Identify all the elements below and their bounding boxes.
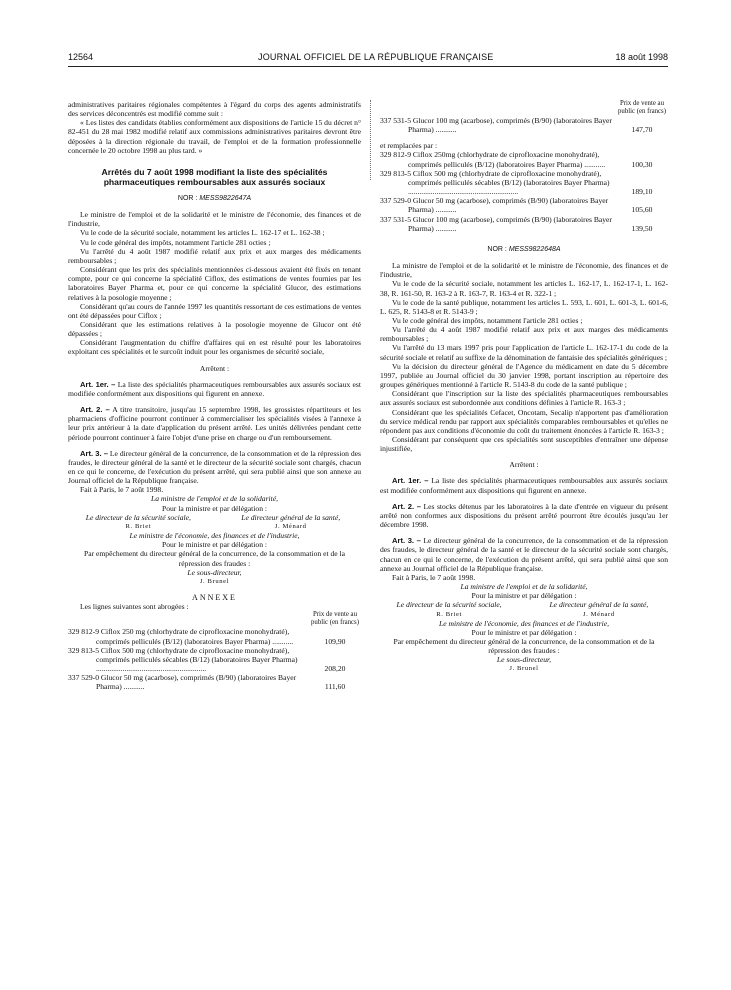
minister-title: La ministre de l'emploi et de la solidarité, bbox=[150, 494, 279, 504]
drug-description: 337 529-0 Glucor 50 mg (acarbose), comprimés (B/90) (laboratoires Bayer Pharma) ........... bbox=[380, 196, 609, 215]
delegation: Pour la ministre et par délégation : bbox=[161, 503, 268, 513]
drug-table bbox=[380, 116, 668, 134]
drug-description: 329 812-9 Ciflox 250mg (chlorhydrate de ciprofloxacine monohydraté), comprimés pelliculés (B/12) (laboratoires Bayer Pharma) ........... bbox=[380, 150, 606, 169]
preamble-paragraph: Considérant par conséquent que ces spécialités sont susceptibles d'entraîner une dépense injustifiée, bbox=[380, 435, 668, 454]
article-2 bbox=[380, 502, 668, 529]
intro-text: administratives paritaires régionales compétentes à l'égard du corps des agents administratifs des services déconcentrés est modifié comme suit : bbox=[68, 100, 361, 119]
signature-sante bbox=[530, 600, 668, 618]
preamble-paragraph: Vu l'arrêté du 4 août 1987 modifié relatif aux prix et aux marges des médicaments remboursables ; bbox=[68, 246, 361, 265]
preamble-paragraph: Considérant que les prix des spécialités mentionnées ci-dessous avaient été fixés en tenant compte, pour ce qui concerne la spécialité Ciflox, des estimations de ventes fournies par les laboratoires Bayer Pharma et, pour ce qui concerne la spécialité Glucor, des estimations relatives à la posologie moyenne ; bbox=[68, 265, 361, 302]
preamble-paragraph: Vu le code de la sécurité sociale, notamment les articles L. 162-17 et L. 162-38 ; bbox=[80, 228, 325, 238]
minister-title: Le ministre de l'économie, des finances et de l'industrie, bbox=[439, 618, 609, 628]
signatory-title: Le directeur général de la santé, bbox=[549, 600, 649, 610]
drug-row bbox=[68, 673, 361, 691]
article-1-text: La liste des spécialités pharmaceutiques remboursables aux assurés sociaux est modifiée conformément aux dispositions qui figurent en annexe. bbox=[380, 476, 668, 495]
drug-price: 100,30 bbox=[631, 159, 653, 169]
nor-label: NOR : bbox=[487, 245, 507, 253]
signatory-title: Le sous-directeur, bbox=[187, 567, 242, 577]
signature-secu bbox=[380, 600, 518, 618]
preamble-paragraph: Vu la décision du directeur général de l'Agence du médicament en date du 5 décembre 1997, publiée au Journal officiel du 30 janvier 1998, portant inscription au répertoire des groupes génériques mentionné à l'article R. 5143-8 du code de la santé publique ; bbox=[380, 361, 668, 390]
price-header: Prix de vente au public (en francs) bbox=[311, 611, 359, 627]
issue-date: 18 août 1998 bbox=[615, 52, 668, 62]
drug-price: 189,10 bbox=[631, 187, 653, 197]
empechement: Par empêchement du directeur général de la concurrence, de la consommation et de la répression des fraudes : bbox=[393, 636, 655, 656]
column-separator bbox=[370, 100, 371, 180]
drug-row bbox=[380, 150, 668, 168]
place-date: Fait à Paris, le 7 août 1998. bbox=[392, 572, 476, 582]
signatory-title: Le sous-directeur, bbox=[496, 655, 552, 665]
signatory-title: Le directeur de la sécurité sociale, bbox=[85, 512, 191, 522]
left-column bbox=[68, 100, 361, 691]
delegation: Pour le ministre et par délégation : bbox=[471, 627, 577, 637]
preamble-paragraph: Vu le code général des impôts, notamment l'article 281 octies ; bbox=[392, 315, 583, 325]
empechement: Par empêchement du directeur général de la concurrence, de la consommation et de la répression des fraudes : bbox=[83, 549, 346, 568]
preamble-paragraph: Vu l'arrêté du 13 mars 1997 pris pour l'application de l'article L. 162-17-1 du code de la sécurité sociale et relatif au suffixe de la dénomination de fantaisie des spécialités génériques ; bbox=[380, 343, 668, 362]
preamble bbox=[380, 261, 668, 453]
drug-price: 208,20 bbox=[324, 663, 346, 673]
drug-description: 337 529-0 Glucor 50 mg (acarbose), comprimés (B/90) (laboratoires Bayer Pharma) ........... bbox=[68, 673, 297, 692]
drug-table bbox=[68, 627, 361, 691]
nor-code: MESS9822647A bbox=[199, 194, 252, 202]
arretent: Arrêtent : bbox=[199, 363, 230, 373]
drug-price: 105,60 bbox=[631, 205, 653, 215]
minister-title: Le ministre de l'économie, des finances et de l'industrie, bbox=[129, 531, 300, 541]
arretent: Arrêtent : bbox=[509, 460, 539, 470]
article-2-label: Art. 2. – bbox=[80, 405, 110, 415]
decree-title: Arrêtés du 7 août 1998 modifiant la liste des spécialités pharmaceutiques remboursables aux assurés sociaux bbox=[101, 166, 328, 187]
article-3-text: Le directeur général de la concurrence, de la consommation et de la répression des fraudes, le directeur général de la santé et le directeur de la sécurité sociale sont chargés, chacun en ce qui le concerne, de l'exécution du présent arrêté, qui sera publié ainsi que son annexe au Journal officiel de la République française. bbox=[68, 448, 361, 486]
preamble-paragraph: Vu le code de la santé publique, notamment les articles L. 593, L. 601, L. 601-3, L. 601-6, L. 625, R. 5143-8 et R. 5143-9 ; bbox=[380, 297, 668, 316]
remplacees: et remplacées par : bbox=[380, 141, 438, 151]
delegation: Pour le ministre et par délégation : bbox=[161, 540, 268, 550]
article-3-text: Le directeur général de la concurrence, de la consommation et de la répression des fraudes, le directeur général de la santé et le directeur de la sécurité sociale sont chargés, chacun en ce qui le concerne, de l'exécution du présent arrêté, qui sera publié ainsi que son annexe au Journal officiel de la République française. bbox=[380, 536, 668, 573]
preamble-paragraph: Vu le code général des impôts, notamment l'article 281 octies ; bbox=[80, 237, 271, 247]
delegation: Pour la ministre et par délégation : bbox=[471, 591, 577, 601]
signatory-name: J. Brunel bbox=[199, 577, 230, 585]
preamble-paragraph: Le ministre de l'emploi et de la solidarité et le ministre de l'économie, des finances et de l'industrie, bbox=[68, 210, 361, 229]
signatures bbox=[68, 513, 361, 531]
preamble-paragraph: Vu le code de la sécurité sociale, notamment les articles L. 162-17, L. 162-17-1, L. 162-38, R. 161-50, R. 163-2 à R. 163-7, R. 163-4 et R. 322-1 ; bbox=[380, 279, 668, 298]
article-3 bbox=[380, 536, 668, 573]
signatory-title: Le directeur général de la santé, bbox=[241, 512, 341, 522]
drug-description: 329 813-5 Ciflox 500 mg (chlorhydrate de ciprofloxacine monohydraté), comprimés pelliculés sécables (B/12) (laboratoires Bayer Pharma) .......................................................... bbox=[380, 168, 610, 197]
article-2-label: Art. 2. – bbox=[392, 501, 422, 511]
right-column bbox=[380, 100, 668, 674]
drug-description: 329 813-5 Ciflox 500 mg (chlorhydrate de ciprofloxacine monohydraté), comprimés pelliculés sécables (B/12) (laboratoires Bayer Pharma) .......................................................... bbox=[68, 645, 298, 673]
drug-row bbox=[68, 646, 361, 673]
price-header: Prix de vente au public (en francs) bbox=[618, 100, 666, 115]
nor-reference bbox=[380, 245, 668, 254]
drug-row bbox=[68, 627, 361, 645]
signatory-name: R. Briet bbox=[436, 610, 462, 618]
article-1-label: Art. 1er. – bbox=[80, 379, 116, 389]
page-header bbox=[68, 52, 668, 66]
signatures bbox=[380, 600, 668, 618]
article-3 bbox=[68, 449, 361, 486]
preamble bbox=[68, 210, 361, 357]
preamble-paragraph: Considérant qu'au cours de l'année 1997 les quantités ressortant de ces estimations de ventes ont été dépassées pour Ciflox ; bbox=[68, 301, 361, 320]
drug-price: 109,90 bbox=[324, 636, 346, 646]
intro-quote: « Les listes des candidats établies conformément aux dispositions de l'article 15 du décret n° 82-451 du 28 mai 1982 modifié relatif aux commissions administratives paritaires devront être déposées à la direction régionale du travail, de l'emploi et de la formation professionnelle concernée le 20 octobre 1998 au plus tard. » bbox=[68, 118, 361, 155]
drug-price: 139,50 bbox=[631, 223, 653, 233]
article-3-label: Art. 3. – bbox=[80, 448, 108, 458]
article-1 bbox=[68, 380, 361, 398]
drug-row bbox=[380, 116, 668, 134]
article-2 bbox=[68, 405, 361, 442]
nor-code: MESS9822648A bbox=[508, 245, 561, 253]
drug-table bbox=[380, 150, 668, 232]
drug-row bbox=[380, 169, 668, 196]
page-number: 12564 bbox=[68, 52, 94, 62]
article-1-label: Art. 1er. – bbox=[392, 476, 429, 486]
journal-title: JOURNAL OFFICIEL DE LA RÉPUBLIQUE FRANÇAISE bbox=[258, 52, 494, 62]
place-date: Fait à Paris, le 7 août 1998. bbox=[80, 485, 164, 495]
drug-price: 147,70 bbox=[631, 125, 653, 135]
annexe-title: ANNEXE bbox=[192, 593, 237, 603]
signatory-name: R. Briet bbox=[125, 522, 152, 530]
drug-description: 329 812-9 Ciflox 250 mg (chlorhydrate de ciprofloxacine monohydraté), comprimés pelliculés (B/12) (laboratoires Bayer Pharma) ........... bbox=[68, 627, 294, 646]
drug-description: 337 531-5 Glucor 100 mg (acarbose), comprimés (B/90) (laboratoires Bayer Pharma) ........... bbox=[380, 116, 612, 135]
minister-title: La ministre de l'emploi et de la solidarité, bbox=[460, 582, 588, 592]
signatory-title: Le directeur de la sécurité sociale, bbox=[396, 600, 502, 610]
signatory-name: J. Ménard bbox=[582, 610, 615, 618]
article-1 bbox=[380, 476, 668, 494]
preamble-paragraph: Considérant que l'inscription sur la liste des spécialités pharmaceutiques remboursables aux assurés sociaux est subordonnée aux conditions définies à l'article R. 163-3 ; bbox=[380, 389, 668, 408]
preamble-paragraph: Considérant que les spécialités Cefacet, Oncotam, Secalip n'apportent pas d'amélioration du service médical rendu par rapport aux spécialités comparables remboursables et qu'elles ne répondent pas aux conditions d'économie du coût du traitement énoncées à l'article R. 163-3 ; bbox=[380, 407, 668, 435]
article-2-text: Les stocks détenus par les laboratoires à la date d'entrée en vigueur du présent arrêté non conformes aux dispositions du présent arrêté pourront être écoulés jusqu'au 1er décembre 1998. bbox=[380, 501, 668, 530]
preamble-paragraph: Vu l'arrêté du 4 août 1987 modifié relatif aux prix et aux marges des médicaments remboursables ; bbox=[380, 325, 668, 344]
nor-reference bbox=[68, 194, 361, 203]
signatory-name: J. Ménard bbox=[274, 522, 307, 530]
drug-price: 111,60 bbox=[324, 682, 346, 692]
article-3-label: Art. 3. – bbox=[392, 536, 421, 546]
article-2-text: A titre transitoire, jusqu'au 15 septembre 1998, les grossistes répartiteurs et les pharmaciens d'officine pourront continuer à commercialiser les spécialités visées à l'annexe à leur prix antérieur à la date d'application du présent arrêté. Les unités délivrées pendant cette période pourront continuer à faire l'objet d'une prise en charge ou d'un remboursement. bbox=[68, 405, 362, 442]
nor-label: NOR : bbox=[177, 194, 198, 202]
signatory-name: J. Brunel bbox=[509, 665, 539, 673]
drug-row bbox=[380, 196, 668, 214]
abrogees: Les lignes suivantes sont abrogées : bbox=[80, 602, 189, 612]
preamble-paragraph: La ministre de l'emploi et de la solidarité et le ministre de l'économie, des finances et de l'industrie, bbox=[380, 261, 668, 280]
preamble-paragraph: Considérant que les estimations relatives à la posologie moyenne de Glucor ont été dépassées ; bbox=[68, 319, 361, 339]
signature-secu bbox=[68, 513, 209, 531]
drug-row bbox=[380, 215, 668, 233]
header-rule bbox=[68, 66, 668, 67]
article-1-text: La liste des spécialités pharmaceutiques remboursables aux assurés sociaux est modifiée conformément aux dispositions qui figurent en annexe. bbox=[68, 379, 361, 398]
preamble-paragraph: Considérant l'augmentation du chiffre d'affaires qui en est résulté pour les laboratoires exploitant ces spécialités et le surcoût induit pour les organismes de sécurité sociale, bbox=[68, 338, 361, 357]
drug-description: 337 531-5 Glucor 100 mg (acarbose), comprimés (B/90) (laboratoires Bayer Pharma) ........... bbox=[380, 214, 612, 233]
signature-sante bbox=[220, 513, 361, 531]
